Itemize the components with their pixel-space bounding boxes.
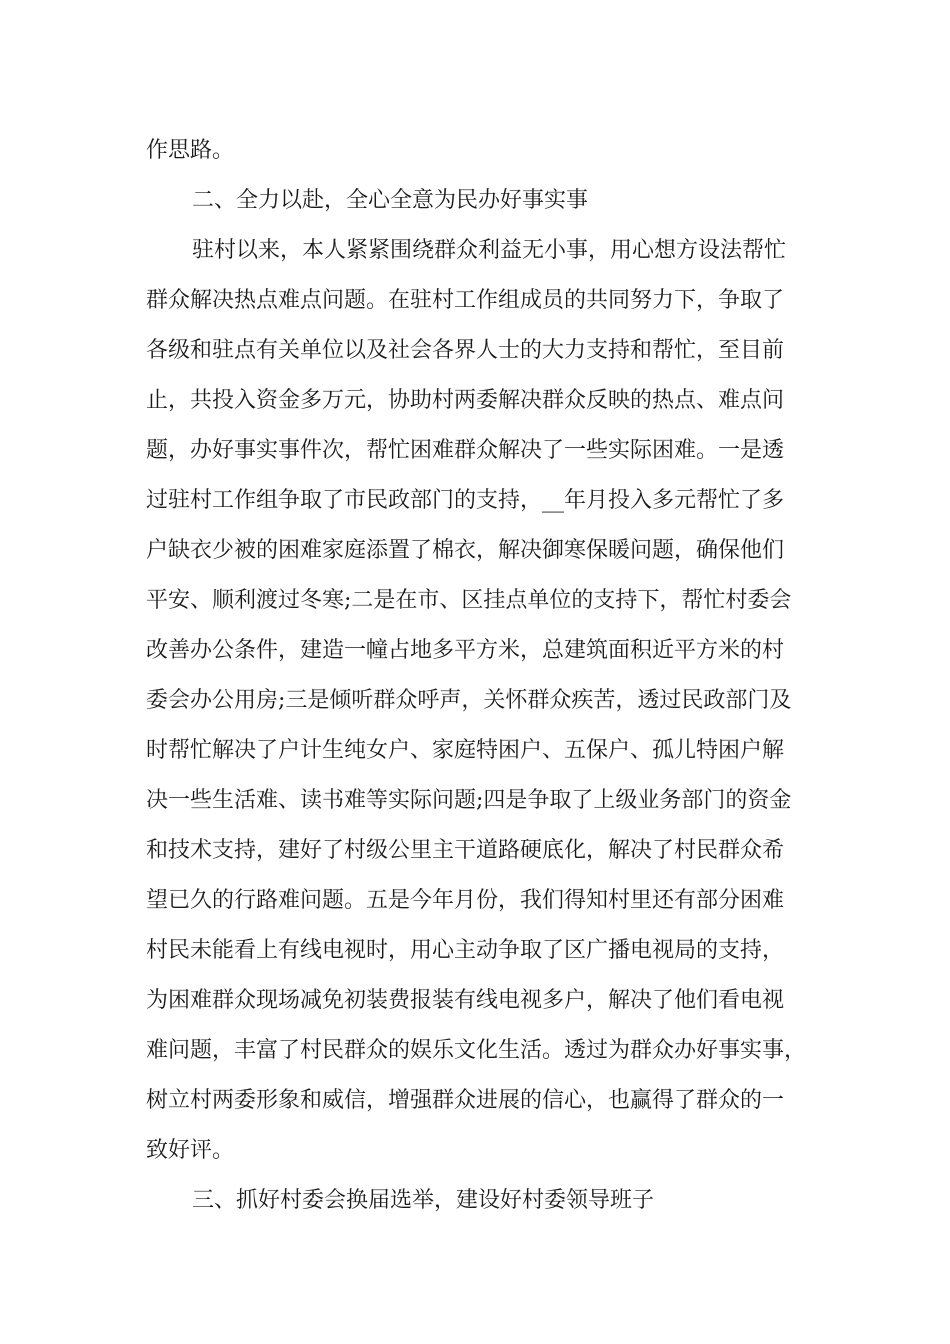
body-text-line: 和技术支持，建好了村级公里主干道路硬底化，解决了村民群众希 xyxy=(146,838,785,863)
body-text-line: 题，办好事实事件次，帮忙困难群众解决了一些实际困难。一是透 xyxy=(146,438,785,463)
section-heading-2: 二、全力以赴，全心全意为民办好事实事 xyxy=(192,188,589,213)
body-text-line: 决一些生活难、读书难等实际问题;四是争取了上级业务部门的资金 xyxy=(146,788,792,813)
body-text-line: 致好评。 xyxy=(146,1138,235,1163)
body-text-line: 时帮忙解决了户计生纯女户、家庭特困户、五保户、孤儿特困户解 xyxy=(146,738,785,763)
body-text-line: 树立村两委形象和威信，增强群众进展的信心，也赢得了群众的一 xyxy=(146,1088,785,1113)
body-text-line: 委会办公用房;三是倾听群众呼声，关怀群众疾苦，透过民政部门及 xyxy=(146,688,792,713)
section-heading-3: 三、抓好村委会换届选举，建设好村委领导班子 xyxy=(192,1188,655,1213)
body-text-line: 望已久的行路难问题。五是今年月份，我们得知村里还有部分困难 xyxy=(146,888,785,913)
body-text-line: 驻村以来，本人紧紧围绕群众利益无小事，用心想方设法帮忙 xyxy=(192,238,787,263)
body-text-line: 平安、顺利渡过冬寒;二是在市、区挂点单位的支持下，帮忙村委会 xyxy=(146,588,792,613)
body-text-line: 改善办公条件，建造一幢占地多平方米，总建筑面积近平方米的村 xyxy=(146,638,785,663)
body-text-line: 作思路。 xyxy=(146,138,235,163)
body-text-line: 村民未能看上有线电视时，用心主动争取了区广播电视局的支持， xyxy=(146,938,785,963)
body-text-line: 过驻村工作组争取了市民政部门的支持，__年月投入多元帮忙了多 xyxy=(146,488,785,513)
body-text-line: 止，共投入资金多万元，协助村两委解决群众反映的热点、难点问 xyxy=(146,388,785,413)
body-text-line: 难问题，丰富了村民群众的娱乐文化生活。透过为群众办好事实事， xyxy=(146,1038,807,1063)
body-text-line: 为困难群众现场减免初装费报装有线电视多户，解决了他们看电视 xyxy=(146,988,785,1013)
body-text-line: 各级和驻点有关单位以及社会各界人士的大力支持和帮忙，至目前 xyxy=(146,338,785,363)
body-text-line: 户缺衣少被的困难家庭添置了棉衣，解决御寒保暖问题，确保他们 xyxy=(146,538,785,563)
body-text-line: 群众解决热点难点问题。在驻村工作组成员的共同努力下，争取了 xyxy=(146,288,785,313)
